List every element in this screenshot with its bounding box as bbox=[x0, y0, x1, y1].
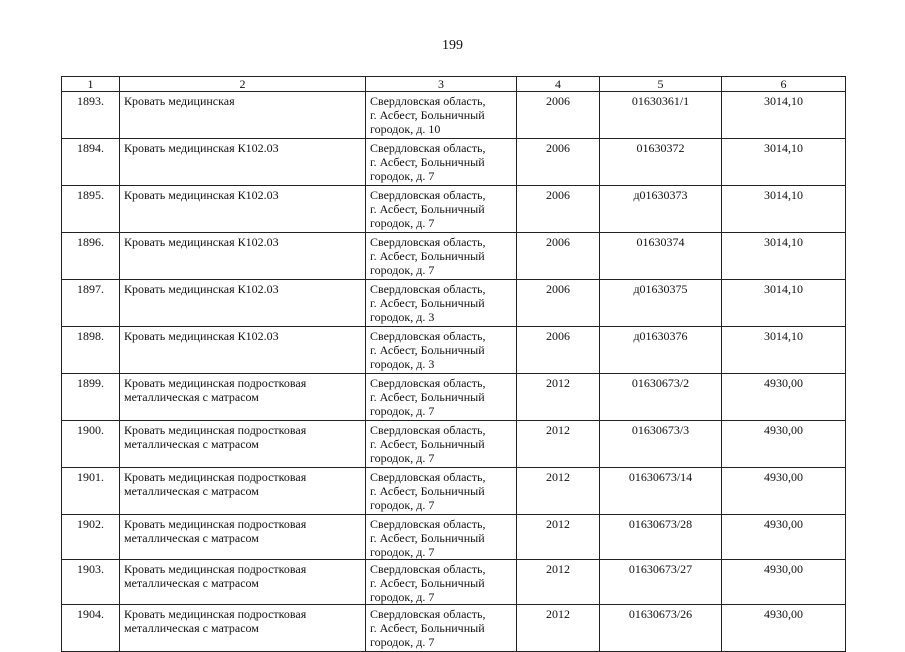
row-number: 1893. bbox=[62, 92, 120, 139]
item-cost: 3014,10 bbox=[722, 327, 846, 374]
table-row bbox=[62, 139, 846, 186]
inventory-number: 01630673/3 bbox=[600, 421, 722, 468]
table-row bbox=[62, 327, 846, 374]
item-address-line: Свердловская область, bbox=[370, 188, 486, 202]
item-name-line: Кровать медицинская К102.03 bbox=[124, 282, 279, 296]
item-name bbox=[120, 421, 366, 468]
item-address-line: городок, д. 3 bbox=[370, 357, 435, 371]
item-year: 2006 bbox=[517, 327, 600, 374]
item-address-line: городок, д. 10 bbox=[370, 122, 441, 136]
inventory-number: д01630373 bbox=[600, 186, 722, 233]
item-address bbox=[366, 515, 517, 560]
item-year: 2012 bbox=[517, 468, 600, 515]
item-address-line: г. Асбест, Больничный bbox=[370, 155, 485, 169]
item-name bbox=[120, 327, 366, 374]
item-name-line: металлическая с матрасом bbox=[124, 531, 259, 545]
item-address bbox=[366, 374, 517, 421]
item-address-line: городок, д. 7 bbox=[370, 216, 435, 230]
table-body bbox=[62, 92, 846, 652]
item-name bbox=[120, 515, 366, 560]
inventory-number: 01630361/1 bbox=[600, 92, 722, 139]
item-name bbox=[120, 560, 366, 605]
column-header: 3 bbox=[366, 77, 517, 92]
row-number: 1901. bbox=[62, 468, 120, 515]
item-cost: 4930,00 bbox=[722, 560, 846, 605]
item-cost: 3014,10 bbox=[722, 92, 846, 139]
item-cost: 4930,00 bbox=[722, 605, 846, 652]
table-row bbox=[62, 560, 846, 605]
item-address-line: г. Асбест, Больничный bbox=[370, 484, 485, 498]
column-header: 5 bbox=[600, 77, 722, 92]
item-name-line: металлическая с матрасом bbox=[124, 621, 259, 635]
item-year: 2006 bbox=[517, 186, 600, 233]
item-cost: 4930,00 bbox=[722, 421, 846, 468]
item-address-line: Свердловская область, bbox=[370, 235, 486, 249]
item-address-line: Свердловская область, bbox=[370, 470, 486, 484]
item-address-line: Свердловская область, bbox=[370, 94, 486, 108]
item-name-line: Кровать медицинская К102.03 bbox=[124, 141, 279, 155]
item-address-line: г. Асбест, Больничный bbox=[370, 296, 485, 310]
item-address-line: городок, д. 7 bbox=[370, 590, 435, 604]
inventory-table bbox=[61, 76, 846, 652]
item-year: 2012 bbox=[517, 374, 600, 421]
item-address bbox=[366, 233, 517, 280]
item-name-line: Кровать медицинская подростковая bbox=[124, 470, 307, 484]
row-number: 1904. bbox=[62, 605, 120, 652]
item-address-line: городок, д. 7 bbox=[370, 498, 435, 512]
column-header: 1 bbox=[62, 77, 120, 92]
item-name-line: металлическая с матрасом bbox=[124, 390, 259, 404]
item-address bbox=[366, 560, 517, 605]
item-name-line: металлическая с матрасом bbox=[124, 576, 259, 590]
item-address-line: городок, д. 7 bbox=[370, 451, 435, 465]
table-row bbox=[62, 92, 846, 139]
inventory-number: д01630375 bbox=[600, 280, 722, 327]
item-address-line: городок, д. 7 bbox=[370, 404, 435, 418]
inventory-number: 01630372 bbox=[600, 139, 722, 186]
item-address-line: г. Асбест, Больничный bbox=[370, 576, 485, 590]
table-row bbox=[62, 374, 846, 421]
item-cost: 4930,00 bbox=[722, 468, 846, 515]
row-number: 1903. bbox=[62, 560, 120, 605]
item-address bbox=[366, 280, 517, 327]
item-year: 2012 bbox=[517, 515, 600, 560]
item-name-line: металлическая с матрасом bbox=[124, 484, 259, 498]
item-year: 2006 bbox=[517, 92, 600, 139]
item-address-line: г. Асбест, Больничный bbox=[370, 202, 485, 216]
item-year: 2012 bbox=[517, 560, 600, 605]
item-name-line: металлическая с матрасом bbox=[124, 437, 259, 451]
row-number: 1896. bbox=[62, 233, 120, 280]
item-address-line: городок, д. 7 bbox=[370, 169, 435, 183]
item-address-line: Свердловская область, bbox=[370, 141, 486, 155]
item-address-line: г. Асбест, Больничный bbox=[370, 390, 485, 404]
column-header: 2 bbox=[120, 77, 366, 92]
table-row bbox=[62, 421, 846, 468]
item-cost: 4930,00 bbox=[722, 515, 846, 560]
row-number: 1902. bbox=[62, 515, 120, 560]
row-number: 1895. bbox=[62, 186, 120, 233]
item-year: 2012 bbox=[517, 605, 600, 652]
item-address-line: г. Асбест, Больничный bbox=[370, 531, 485, 545]
item-cost: 3014,10 bbox=[722, 186, 846, 233]
item-cost: 3014,10 bbox=[722, 139, 846, 186]
table-row bbox=[62, 515, 846, 560]
item-address-line: городок, д. 7 bbox=[370, 635, 435, 649]
table-row bbox=[62, 468, 846, 515]
item-name bbox=[120, 92, 366, 139]
item-address bbox=[366, 139, 517, 186]
item-name bbox=[120, 468, 366, 515]
column-header: 6 bbox=[722, 77, 846, 92]
item-address-line: Свердловская область, bbox=[370, 607, 486, 621]
item-address-line: Свердловская область, bbox=[370, 562, 486, 576]
item-name bbox=[120, 280, 366, 327]
item-name-line: Кровать медицинская К102.03 bbox=[124, 188, 279, 202]
table-header bbox=[62, 77, 846, 92]
item-address-line: г. Асбест, Больничный bbox=[370, 249, 485, 263]
item-address-line: Свердловская область, bbox=[370, 376, 486, 390]
item-name-line: Кровать медицинская подростковая bbox=[124, 423, 307, 437]
item-name-line: Кровать медицинская К102.03 bbox=[124, 329, 279, 343]
item-address bbox=[366, 421, 517, 468]
item-cost: 4930,00 bbox=[722, 374, 846, 421]
item-name-line: Кровать медицинская bbox=[124, 94, 235, 108]
row-number: 1894. bbox=[62, 139, 120, 186]
inventory-number: 01630673/26 bbox=[600, 605, 722, 652]
inventory-number: 01630374 bbox=[600, 233, 722, 280]
item-address-line: г. Асбест, Больничный bbox=[370, 108, 485, 122]
item-name bbox=[120, 374, 366, 421]
row-number: 1897. bbox=[62, 280, 120, 327]
table-row bbox=[62, 233, 846, 280]
item-cost: 3014,10 bbox=[722, 280, 846, 327]
inventory-number: 01630673/2 bbox=[600, 374, 722, 421]
inventory-number: 01630673/27 bbox=[600, 560, 722, 605]
item-address-line: г. Асбест, Больничный bbox=[370, 437, 485, 451]
row-number: 1899. bbox=[62, 374, 120, 421]
item-name-line: Кровать медицинская подростковая bbox=[124, 607, 307, 621]
item-address-line: г. Асбест, Больничный bbox=[370, 621, 485, 635]
item-address bbox=[366, 92, 517, 139]
item-name bbox=[120, 186, 366, 233]
item-name-line: Кровать медицинская К102.03 bbox=[124, 235, 279, 249]
item-address-line: г. Асбест, Больничный bbox=[370, 343, 485, 357]
item-cost: 3014,10 bbox=[722, 233, 846, 280]
item-address-line: Свердловская область, bbox=[370, 517, 486, 531]
item-name bbox=[120, 139, 366, 186]
item-year: 2006 bbox=[517, 233, 600, 280]
item-address bbox=[366, 468, 517, 515]
item-name bbox=[120, 233, 366, 280]
inventory-number: 01630673/28 bbox=[600, 515, 722, 560]
table-row bbox=[62, 605, 846, 652]
item-address bbox=[366, 327, 517, 374]
page-number: 199 bbox=[442, 38, 463, 53]
inventory-number: 01630673/14 bbox=[600, 468, 722, 515]
item-address bbox=[366, 605, 517, 652]
inventory-number: д01630376 bbox=[600, 327, 722, 374]
item-address-line: городок, д. 7 bbox=[370, 263, 435, 277]
header-row bbox=[62, 77, 846, 92]
item-address-line: Свердловская область, bbox=[370, 423, 486, 437]
item-year: 2006 bbox=[517, 139, 600, 186]
item-address-line: городок, д. 3 bbox=[370, 310, 435, 324]
item-year: 2006 bbox=[517, 280, 600, 327]
item-year: 2012 bbox=[517, 421, 600, 468]
item-address-line: Свердловская область, bbox=[370, 282, 486, 296]
item-address-line: Свердловская область, bbox=[370, 329, 486, 343]
item-name-line: Кровать медицинская подростковая bbox=[124, 517, 307, 531]
item-address bbox=[366, 186, 517, 233]
item-name bbox=[120, 605, 366, 652]
row-number: 1900. bbox=[62, 421, 120, 468]
table-row bbox=[62, 280, 846, 327]
row-number: 1898. bbox=[62, 327, 120, 374]
item-name-line: Кровать медицинская подростковая bbox=[124, 376, 307, 390]
item-name-line: Кровать медицинская подростковая bbox=[124, 562, 307, 576]
column-header: 4 bbox=[517, 77, 600, 92]
item-address-line: городок, д. 7 bbox=[370, 545, 435, 559]
table-row bbox=[62, 186, 846, 233]
